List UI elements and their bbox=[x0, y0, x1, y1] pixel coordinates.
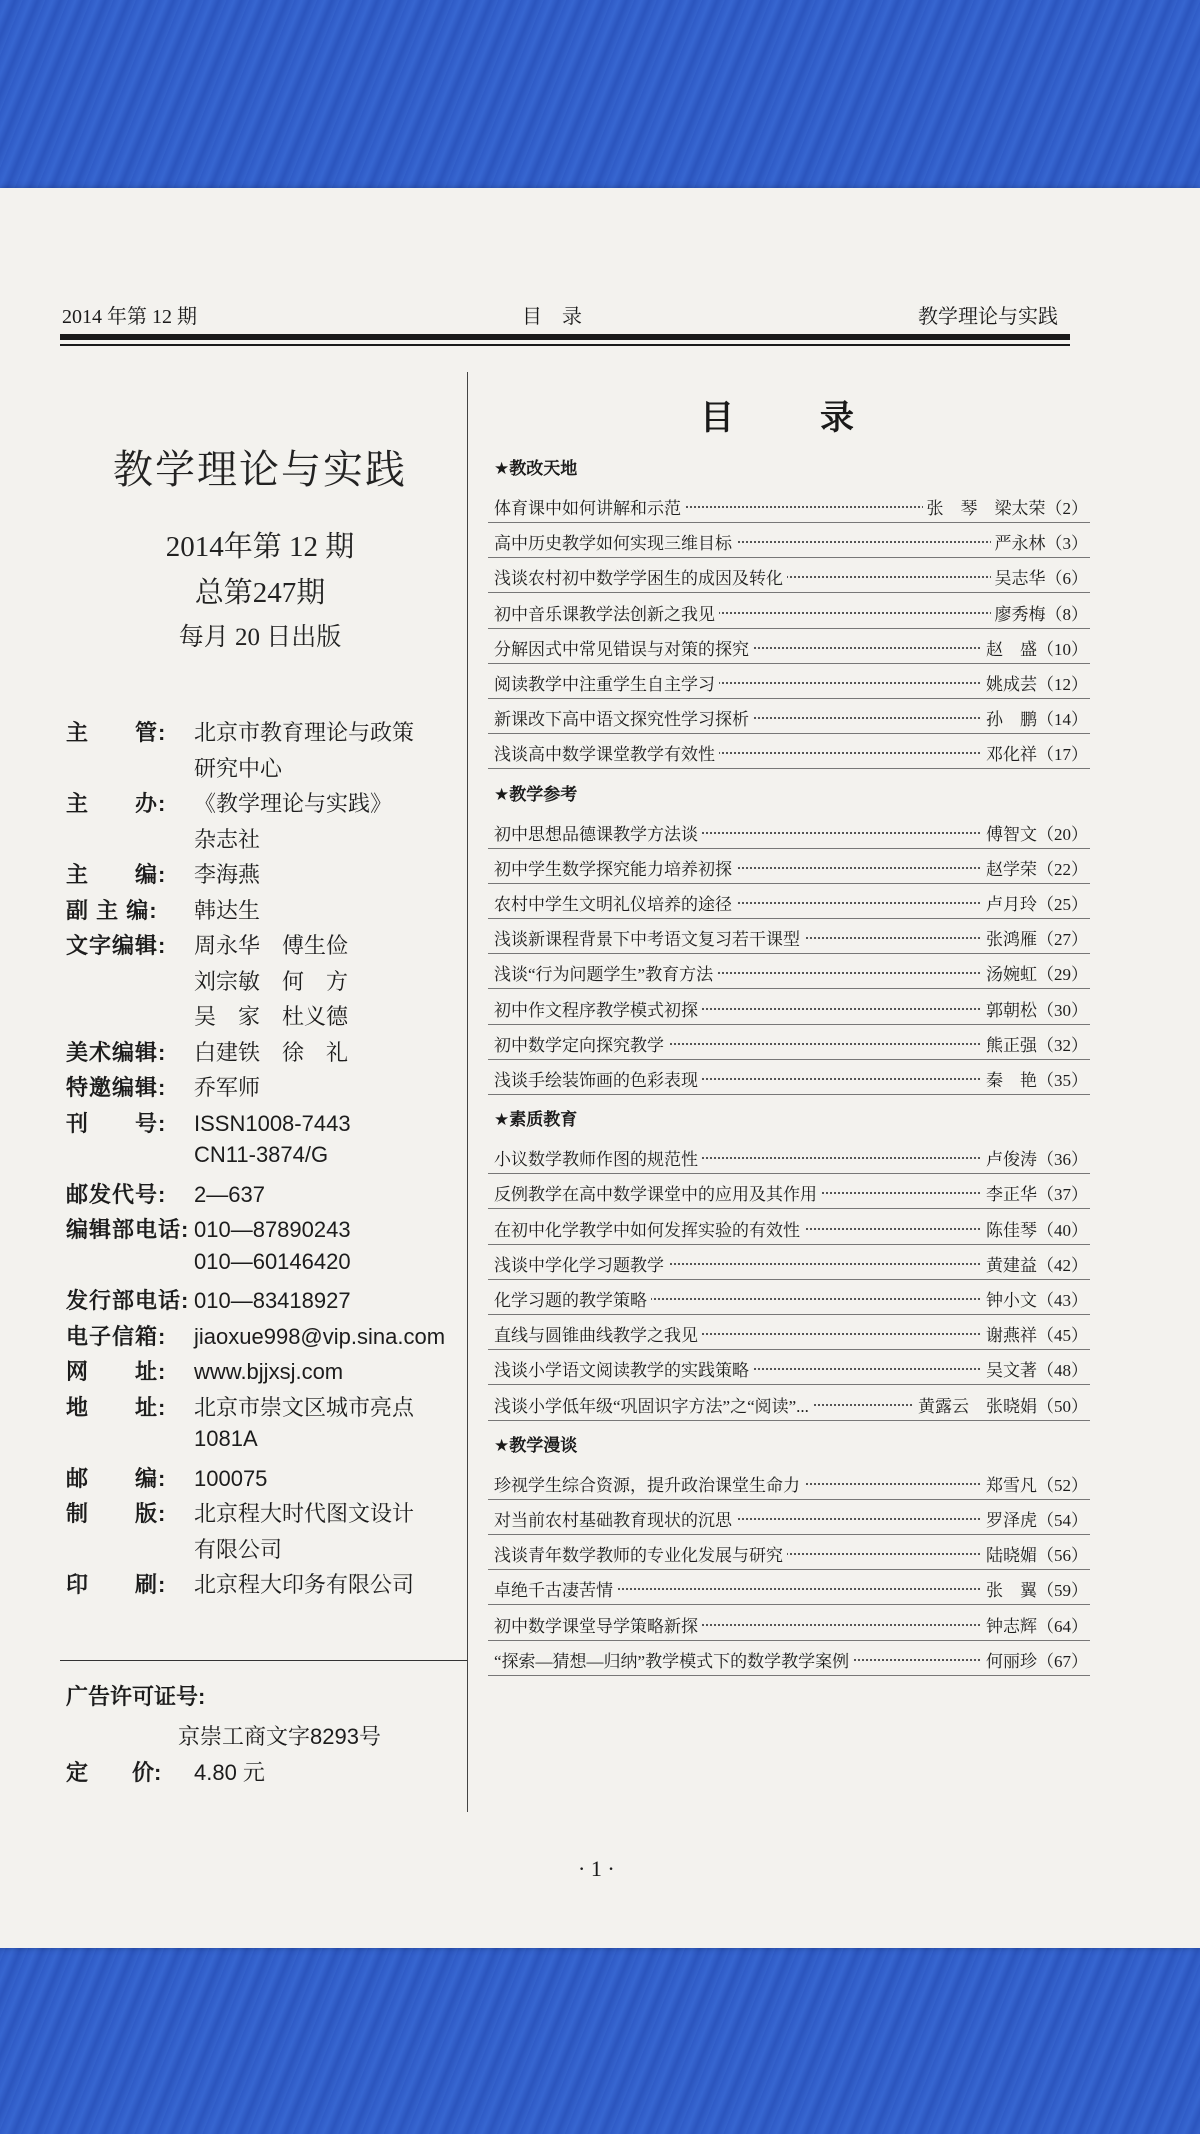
toc-section-heading: ★素质教育 bbox=[494, 1110, 578, 1130]
toc-row-rule bbox=[488, 1173, 1090, 1174]
toc-entry-author-page: 黄露云 张晓娟（50） bbox=[914, 1392, 1088, 1417]
info-value: www.bjjxsj.com bbox=[194, 1359, 344, 1384]
info-value: 010—87890243 bbox=[194, 1217, 351, 1242]
info-value: jiaoxue998@vip.sina.com bbox=[194, 1323, 446, 1349]
info-label: 网 址: bbox=[66, 1359, 167, 1384]
toc-row-rule bbox=[488, 1349, 1090, 1350]
info-label: 主 办: bbox=[66, 791, 167, 816]
info-row bbox=[66, 1568, 414, 1599]
toc-entry-author-page: 邓化祥（17） bbox=[982, 740, 1088, 765]
toc-entry-author-page: 谢燕祥（45） bbox=[982, 1321, 1088, 1346]
issue-year-number: 2014年第 12 期 bbox=[165, 531, 355, 563]
toc-entry[interactable] bbox=[494, 1145, 1088, 1169]
toc-entry[interactable] bbox=[494, 1356, 1088, 1380]
toc-entry-author-page: 钟志辉（64） bbox=[982, 1612, 1088, 1637]
advert-rule bbox=[60, 1660, 467, 1661]
toc-entry-title: 浅谈农村初中数学学困生的成因及转化 bbox=[494, 564, 787, 589]
toc-row-rule bbox=[488, 1604, 1090, 1605]
toc-row-rule bbox=[488, 1499, 1090, 1500]
toc-entry-author-page: 孙 鹏（14） bbox=[982, 705, 1088, 730]
toc-row-rule bbox=[488, 1024, 1090, 1025]
toc-entry-title: 浅谈手绘装饰画的色彩表现 bbox=[494, 1066, 702, 1091]
info-value: 白建铁 徐 礼 bbox=[194, 1039, 349, 1065]
info-value: ISSN1008-7443 bbox=[194, 1110, 351, 1136]
info-row bbox=[66, 1071, 260, 1102]
info-row bbox=[66, 716, 414, 747]
toc-entry-title: 初中数学定向探究教学 bbox=[494, 1031, 668, 1056]
info-row bbox=[66, 1320, 445, 1351]
toc-entry[interactable] bbox=[494, 740, 1088, 764]
info-label: 特邀编辑: bbox=[66, 1075, 167, 1100]
toc-row-rule bbox=[488, 1534, 1090, 1535]
publication-schedule: 每月 20 日出版 bbox=[178, 624, 342, 651]
info-value: 2—637 bbox=[194, 1181, 265, 1207]
toc-entry-title: 阅读教学中注重学生自主学习 bbox=[494, 670, 719, 695]
toc-entry[interactable] bbox=[494, 1286, 1088, 1310]
toc-entry-title: 初中思想品德课教学方法谈 bbox=[494, 820, 702, 845]
toc-entry-title: 农村中学生文明礼仪培养的途径 bbox=[494, 890, 736, 915]
toc-entry-author-page: 廖秀梅（8） bbox=[991, 600, 1089, 625]
toc-entry-author-page: 张 翼（59） bbox=[982, 1576, 1088, 1601]
info-label: 印 刷: bbox=[66, 1572, 167, 1597]
toc-row-rule bbox=[488, 592, 1090, 593]
toc-entry[interactable] bbox=[494, 1066, 1088, 1090]
toc-row-rule bbox=[488, 1384, 1090, 1385]
toc-entry-title: 新课改下高中语文探究性学习探析 bbox=[494, 705, 753, 730]
toc-entry-author-page: 卢俊涛（36） bbox=[982, 1145, 1088, 1170]
toc-row-rule bbox=[488, 988, 1090, 989]
ad-license-value: 京崇工商文字8293号 bbox=[178, 1724, 381, 1749]
info-value: 李海燕 bbox=[194, 862, 261, 887]
toc-entry-title: “探索—猜想—归纳”教学模式下的数学教学案例 bbox=[494, 1647, 853, 1672]
toc-entry-title: 小议数学教师作图的规范性 bbox=[494, 1145, 702, 1170]
toc-row-rule bbox=[488, 522, 1090, 523]
header-journal-name: 教学理论与实践 bbox=[918, 306, 1058, 328]
info-label: 刊 号: bbox=[66, 1110, 167, 1136]
toc-row-rule bbox=[488, 1640, 1090, 1641]
info-row bbox=[66, 1178, 265, 1209]
toc-entry[interactable] bbox=[494, 635, 1088, 659]
toc-section-heading: ★教学漫谈 bbox=[494, 1435, 578, 1455]
toc-entry-title: 珍视学生综合资源，提升政治课堂生命力 bbox=[494, 1471, 804, 1496]
info-row bbox=[66, 1391, 414, 1422]
info-value-continued: 杂志社 bbox=[194, 826, 261, 852]
header-rule-thick bbox=[60, 334, 1070, 340]
toc-row-rule bbox=[488, 1094, 1090, 1095]
toc-section-heading: ★教改天地 bbox=[494, 459, 578, 478]
toc-entry-author-page: 赵学荣（22） bbox=[982, 855, 1088, 880]
toc-entry[interactable] bbox=[494, 670, 1088, 694]
info-label: 邮 编: bbox=[66, 1465, 167, 1491]
info-label: 文字编辑: bbox=[66, 933, 167, 958]
toc-row-rule bbox=[488, 918, 1090, 919]
toc-entry[interactable] bbox=[494, 890, 1088, 914]
toc-entry-title: 初中作文程序教学模式初探 bbox=[494, 996, 702, 1021]
toc-entry-author-page: 汤婉虹（29） bbox=[982, 960, 1088, 985]
toc-row-rule bbox=[488, 557, 1090, 558]
toc-entry-author-page: 罗泽虎（54） bbox=[982, 1506, 1088, 1531]
toc-entry-author-page: 吴志华（6） bbox=[991, 564, 1089, 589]
header-issue: 2014 年第 12 期 bbox=[62, 306, 197, 328]
info-row bbox=[66, 1284, 351, 1315]
info-value: 北京程大时代图文设计 bbox=[194, 1501, 415, 1526]
info-row bbox=[66, 1462, 267, 1493]
toc-entry-author-page: 黄建益（42） bbox=[982, 1251, 1088, 1276]
toc-entry-author-page: 赵 盛（10） bbox=[982, 635, 1088, 660]
toc-row-rule bbox=[488, 1279, 1090, 1280]
toc-entry[interactable] bbox=[494, 925, 1088, 949]
info-label: 主 管: bbox=[66, 720, 167, 745]
toc-row-rule bbox=[488, 698, 1090, 699]
toc-row-rule bbox=[488, 733, 1090, 734]
info-label: 制 版: bbox=[66, 1501, 167, 1526]
info-label: 邮发代号: bbox=[66, 1181, 167, 1207]
info-row bbox=[66, 929, 348, 960]
toc-entry-title: 浅谈小学低年级“巩固识字方法”之“阅读”... bbox=[494, 1392, 813, 1417]
toc-entry-title: 浅谈青年数学教师的专业化发展与研究 bbox=[494, 1541, 787, 1566]
info-value-continued: 有限公司 bbox=[194, 1536, 283, 1562]
info-value: 北京市教育理论与政策 bbox=[194, 720, 415, 745]
toc-row-rule bbox=[488, 883, 1090, 884]
toc-row-rule bbox=[488, 663, 1090, 664]
toc-entry[interactable] bbox=[494, 820, 1088, 844]
price-value: 4.80 元 bbox=[194, 1760, 265, 1785]
info-label: 编辑部电话: bbox=[66, 1217, 190, 1242]
toc-entry-title: 初中数学课堂导学策略新探 bbox=[494, 1612, 702, 1637]
info-row bbox=[66, 1497, 414, 1528]
toc-row-rule bbox=[488, 1208, 1090, 1209]
toc-row-rule bbox=[488, 1420, 1090, 1421]
toc-entry-author-page: 熊正强（32） bbox=[982, 1031, 1088, 1056]
info-row bbox=[66, 1036, 348, 1067]
magazine-title: 教学理论与实践 bbox=[113, 447, 407, 492]
toc-row-rule bbox=[488, 953, 1090, 954]
toc-title: 目 录 bbox=[700, 399, 880, 437]
page-number: · 1 · bbox=[578, 1856, 615, 1881]
toc-entry-title: 初中学生数学探究能力培养初探 bbox=[494, 855, 736, 880]
ad-license-label: 广告许可证号: bbox=[66, 1684, 206, 1709]
info-label: 发行部电话: bbox=[66, 1288, 190, 1313]
toc-section-heading: ★教学参考 bbox=[494, 784, 578, 804]
toc-row-rule bbox=[488, 1569, 1090, 1570]
info-row bbox=[66, 858, 260, 889]
info-row bbox=[66, 1213, 351, 1244]
toc-entry-author-page: 钟小文（43） bbox=[982, 1286, 1088, 1311]
toc-entry-author-page: 秦 艳（35） bbox=[982, 1066, 1088, 1091]
toc-entry-author-page: 何丽珍（67） bbox=[982, 1647, 1088, 1672]
info-value: 《教学理论与实践》 bbox=[194, 791, 393, 816]
info-value-continued: 研究中心 bbox=[194, 755, 283, 781]
toc-entry[interactable] bbox=[494, 1321, 1088, 1345]
toc-entry-title: 对当前农村基础教育现状的沉思 bbox=[494, 1506, 736, 1531]
info-value-continued: 吴 家 杜义德 bbox=[194, 1004, 349, 1029]
toc-entry[interactable] bbox=[494, 529, 1088, 553]
toc-entry[interactable] bbox=[494, 960, 1088, 984]
info-row bbox=[66, 787, 392, 818]
info-value-continued: 010—60146420 bbox=[194, 1248, 351, 1274]
toc-entry[interactable] bbox=[494, 564, 1088, 588]
toc-entry[interactable] bbox=[494, 600, 1088, 624]
toc-entry[interactable] bbox=[494, 705, 1088, 729]
toc-entry-title: 浅谈“行为问题学生”教育方法 bbox=[494, 960, 717, 985]
toc-entry-title: 浅谈中学化学习题教学 bbox=[494, 1251, 668, 1276]
toc-entry[interactable] bbox=[494, 1216, 1088, 1240]
info-label: 副 主 编: bbox=[66, 897, 158, 923]
toc-entry[interactable] bbox=[494, 1251, 1088, 1275]
toc-entry-author-page: 郭朝松（30） bbox=[982, 996, 1088, 1021]
info-value-continued: 1081A bbox=[194, 1426, 258, 1451]
toc-entry[interactable] bbox=[494, 494, 1088, 518]
toc-entry-title: 直线与圆锥曲线教学之我见 bbox=[494, 1321, 702, 1346]
toc-entry-title: 体育课中如何讲解和示范 bbox=[494, 494, 685, 519]
header-section: 目 录 bbox=[522, 306, 582, 328]
toc-entry[interactable] bbox=[494, 1506, 1088, 1530]
info-row bbox=[66, 894, 260, 925]
toc-entry[interactable] bbox=[494, 1647, 1088, 1671]
info-value: 北京市崇文区城市亮点 bbox=[194, 1394, 415, 1420]
toc-entry-title: 反例教学在高中数学课堂中的应用及其作用 bbox=[494, 1180, 821, 1205]
toc-row-rule bbox=[488, 768, 1090, 769]
toc-entry[interactable] bbox=[494, 1576, 1088, 1600]
info-value-continued: CN11-3874/G bbox=[194, 1142, 329, 1167]
toc-entry-author-page: 陈佳琴（40） bbox=[982, 1216, 1088, 1241]
toc-row-rule bbox=[488, 1244, 1090, 1245]
toc-row-rule bbox=[488, 1314, 1090, 1315]
info-value: 周永华 傅生俭 bbox=[194, 933, 349, 958]
toc-entry-author-page: 张鸿雁（27） bbox=[982, 925, 1088, 950]
toc-entry[interactable] bbox=[494, 1471, 1088, 1495]
toc-entry-author-page: 郑雪凡（52） bbox=[982, 1471, 1088, 1496]
info-row bbox=[66, 1107, 351, 1138]
info-label: 电子信箱: bbox=[66, 1323, 167, 1349]
toc-row-rule bbox=[488, 628, 1090, 629]
toc-entry-author-page: 傅智文（20） bbox=[982, 820, 1088, 845]
toc-entry-author-page: 姚成芸（12） bbox=[982, 670, 1088, 695]
issue-total-number: 总第247期 bbox=[194, 577, 326, 609]
toc-row-rule bbox=[488, 1675, 1090, 1676]
toc-entry-title: 初中音乐课教学法创新之我见 bbox=[494, 600, 719, 625]
toc-row-rule bbox=[488, 848, 1090, 849]
info-value: 北京程大印务有限公司 bbox=[194, 1572, 415, 1597]
header-rule-thin bbox=[60, 344, 1070, 346]
toc-entry-title: 高中历史教学如何实现三维目标 bbox=[494, 529, 736, 554]
toc-entry-title: 卓绝千古凄苦情 bbox=[494, 1576, 617, 1601]
toc-entry-title: 化学习题的教学策略 bbox=[494, 1286, 651, 1311]
info-label: 美术编辑: bbox=[66, 1039, 167, 1065]
toc-entry[interactable] bbox=[494, 855, 1088, 879]
info-label: 主 编: bbox=[66, 862, 167, 887]
toc-entry-author-page: 陆晓媚（56） bbox=[982, 1541, 1088, 1566]
toc-entry-author-page: 卢月玲（25） bbox=[982, 890, 1088, 915]
toc-entry[interactable] bbox=[494, 1180, 1088, 1204]
toc-entry-title: 浅谈高中数学课堂教学有效性 bbox=[494, 740, 719, 765]
toc-entry[interactable] bbox=[494, 1392, 1088, 1416]
toc-entry-title: 在初中化学教学中如何发挥实验的有效性 bbox=[494, 1216, 804, 1241]
price-label: 定 价: bbox=[66, 1760, 162, 1785]
toc-entry[interactable] bbox=[494, 996, 1088, 1020]
info-row bbox=[66, 1355, 343, 1386]
toc-row-rule bbox=[488, 1059, 1090, 1060]
info-value: 010—83418927 bbox=[194, 1288, 351, 1313]
toc-entry-title: 浅谈小学语文阅读教学的实践策略 bbox=[494, 1356, 753, 1381]
toc-entry-author-page: 严永林（3） bbox=[991, 529, 1089, 554]
info-value: 100075 bbox=[194, 1465, 268, 1491]
toc-entry[interactable] bbox=[494, 1612, 1088, 1636]
info-value: 乔军师 bbox=[194, 1075, 261, 1100]
toc-entry[interactable] bbox=[494, 1541, 1088, 1565]
info-value-continued: 刘宗敏 何 方 bbox=[194, 968, 349, 994]
toc-entry-author-page: 张 琴 梁太荣（2） bbox=[923, 494, 1089, 519]
toc-entry-author-page: 李正华（37） bbox=[982, 1180, 1088, 1205]
toc-entry-title: 浅谈新课程背景下中考语文复习若干课型 bbox=[494, 925, 804, 950]
info-value: 韩达生 bbox=[194, 897, 261, 923]
toc-entry-title: 分解因式中常见错误与对策的探究 bbox=[494, 635, 753, 660]
toc-entry[interactable] bbox=[494, 1031, 1088, 1055]
info-label: 地 址: bbox=[66, 1394, 167, 1420]
toc-entry-author-page: 吴文著（48） bbox=[982, 1356, 1088, 1381]
